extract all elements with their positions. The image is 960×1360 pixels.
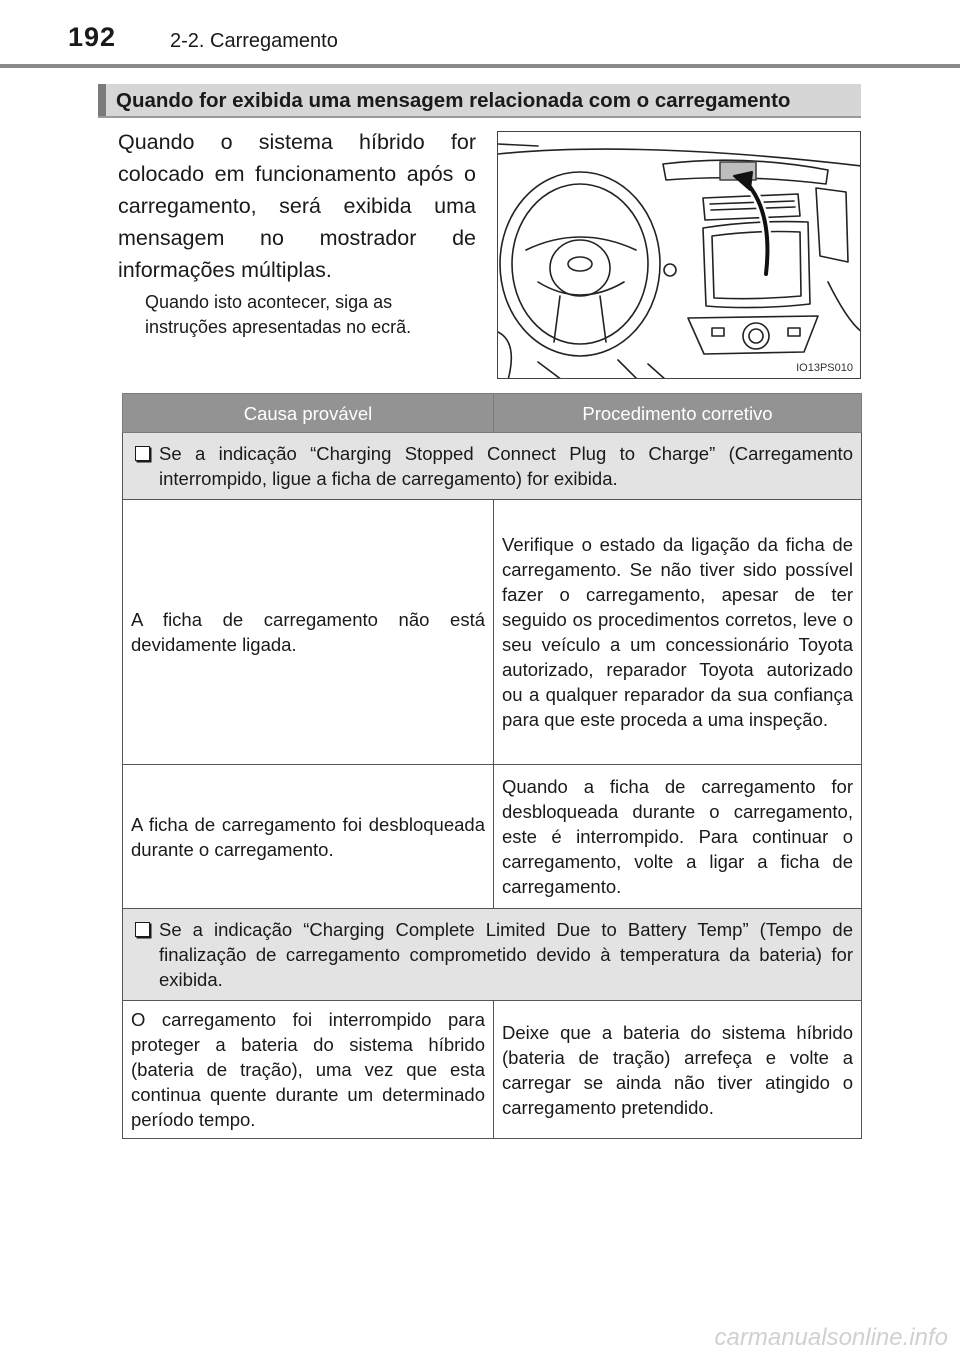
table-header-row [123,394,862,433]
dashboard-illustration [497,131,861,379]
note-paragraph: Quando isto acontecer, siga as instruções apresentadas no ecrã. [145,292,412,337]
condition-cell [123,909,862,1001]
header-procedure: Procedimento corretivo [494,394,862,433]
checkbox-icon [135,446,150,461]
procedure-cell: Verifique o estado da ligação da ficha de carregamento. Se não tiver sido possível fazer o carregamento, apesar de ter seguido os procedimentos corretos, leve o seu veículo a um concessionário Toyota autorizado, reparador Toyota autorizado ou a qualquer reparador da sua confiança para que este proceda a uma inspeção. [494,500,862,765]
condition-text: Se a indicação “Charging Stopped Connect Plug to Charge” (Carregamento interrompido, ligue a ficha de carregamento) for exibida. [159,443,853,489]
cause-cell: O carregamento foi interrompido para proteger a bateria do sistema híbrido (bateria de tração), uma vez que esta continua quente durante um determinado período tempo. [123,1001,494,1139]
heading-accent [98,84,106,116]
condition-row [123,909,862,1001]
section-title: 2-2. Carregamento [170,30,338,52]
condition-cell [123,433,862,500]
checkbox-icon [135,922,150,937]
troubleshooting-table [122,393,862,1139]
procedure-cell: Quando a ficha de carregamento for desbloqueada durante o carregamento, este é interrompido. Para continuar o carregamento, volte a ligar a ficha de carregamento. [494,765,862,909]
condition-row [123,433,862,500]
cause-cell: A ficha de carregamento foi desbloqueada durante o carregamento. [123,765,494,909]
heading-text: Quando for exibida uma mensagem relacionada com o carregamento [116,89,791,112]
header-rule [0,64,960,68]
watermark: carmanualsonline.info [714,1324,948,1351]
table-row [123,1001,862,1139]
intro-paragraph: Quando o sistema híbrido for colocado em funcionamento após o carregamento, será exibida uma mensagem no mostrador de informações múltiplas. [118,130,476,282]
cause-cell: A ficha de carregamento não está devidamente ligada. [123,500,494,765]
condition-text: Se a indicação “Charging Complete Limited Due to Battery Temp” (Tempo de finalização de carregamento comprometido devido à temperatura da bateria) for exibida. [159,919,853,990]
page-number: 192 [68,22,117,52]
table-row [123,765,862,909]
dashboard-drawing [498,132,861,379]
procedure-cell: Deixe que a bateria do sistema híbrido (bateria de tração) arrefeça e volte a carregar se ainda não tiver atingido o carregamento pretendido. [494,1001,862,1139]
table-row [123,500,862,765]
figure-code: IO13PS010 [796,362,853,374]
header-cause: Causa provável [123,394,494,433]
heading-bar [98,84,861,118]
